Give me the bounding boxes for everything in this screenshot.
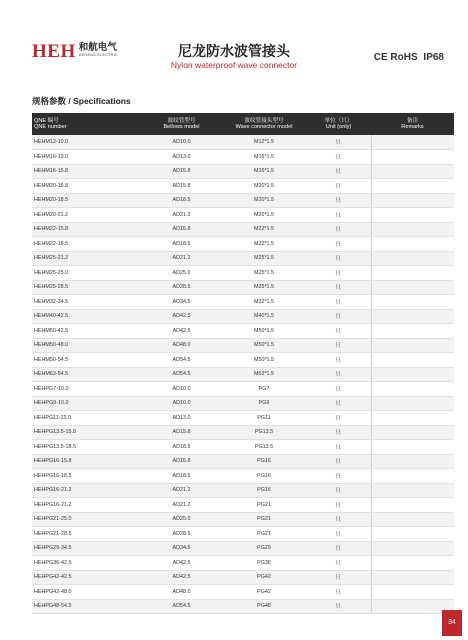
qne-number-cell: HEHPG16-18.5: [32, 469, 141, 484]
unit-cell: 只: [306, 295, 371, 310]
table-row: [32, 150, 454, 165]
unit-cell: 只: [306, 324, 371, 339]
bellows-model-cell: AD21.2: [141, 208, 222, 223]
bellows-model-cell: AD21.2: [141, 483, 222, 498]
unit-cell: 只: [306, 396, 371, 411]
table-row: [32, 222, 454, 237]
table-row: [32, 193, 454, 208]
certifications: [374, 52, 444, 63]
unit-cell: 只: [306, 150, 371, 165]
unit-cell: 只: [306, 425, 371, 440]
ip-rating: IP68: [423, 52, 444, 63]
unit-cell: 只: [306, 599, 371, 614]
ce-rohs-mark: CE RoHS: [373, 52, 418, 63]
bellows-model-cell: AD28.5: [141, 527, 222, 542]
bellows-model-cell: AD48.0: [141, 585, 222, 600]
connector-model-cell: M40*1.5: [222, 309, 306, 324]
remarks-cell: [371, 541, 454, 556]
section-title: 规格参数 / Specifications: [32, 96, 131, 106]
connector-model-cell: PG16: [222, 454, 306, 469]
remarks-cell: [371, 570, 454, 585]
column-header-cn: 波纹管型号: [167, 117, 196, 124]
unit-cell: 只: [306, 309, 371, 324]
column-header: [141, 113, 222, 135]
table-body: [32, 135, 454, 614]
qne-number-cell: HEHPG42-42.5: [32, 570, 141, 585]
table-row: [32, 454, 454, 469]
unit-cell: 只: [306, 440, 371, 455]
unit-cell: 只: [306, 208, 371, 223]
table-row: [32, 425, 454, 440]
table-row: [32, 353, 454, 368]
column-header-cn: 单位（只）: [324, 117, 353, 124]
bellows-model-cell: AD10.0: [141, 135, 222, 150]
connector-model-cell: PG42: [222, 570, 306, 585]
unit-cell: 只: [306, 382, 371, 397]
unit-cell: 只: [306, 498, 371, 513]
qne-number-cell: HEHPG11-13.0: [32, 411, 141, 426]
qne-number-cell: HEHM25-21.2: [32, 251, 141, 266]
connector-model-cell: M20*1.5: [222, 193, 306, 208]
remarks-cell: [371, 222, 454, 237]
bellows-model-cell: AD10.0: [141, 382, 222, 397]
bellows-model-cell: AD34.5: [141, 541, 222, 556]
column-header-cn: QNE 编号: [34, 117, 59, 124]
unit-cell: 只: [306, 164, 371, 179]
table-row: [32, 280, 454, 295]
unit-cell: 只: [306, 570, 371, 585]
qne-number-cell: HEHM40-42.5: [32, 309, 141, 324]
remarks-cell: [371, 295, 454, 310]
connector-model-cell: PG11: [222, 411, 306, 426]
qne-number-cell: HEHM50-54.5: [32, 353, 141, 368]
connector-model-cell: M50*1.5: [222, 353, 306, 368]
bellows-model-cell: AD28.5: [141, 280, 222, 295]
connector-model-cell: M22*1.5: [222, 237, 306, 252]
product-title-en: Nylon waterproof wave connector: [170, 60, 298, 70]
remarks-cell: [371, 135, 454, 150]
unit-cell: 只: [306, 280, 371, 295]
qne-number-cell: HEHM20-15.8: [32, 179, 141, 194]
connector-model-cell: M22*1.5: [222, 222, 306, 237]
unit-cell: 只: [306, 135, 371, 150]
remarks-cell: [371, 150, 454, 165]
qne-number-cell: HEHPG7-10.0: [32, 382, 141, 397]
connector-model-cell: M63*1.5: [222, 367, 306, 382]
connector-model-cell: PG16: [222, 469, 306, 484]
table-row: [32, 208, 454, 223]
connector-model-cell: PG21: [222, 512, 306, 527]
table-row: [32, 237, 454, 252]
remarks-cell: [371, 512, 454, 527]
unit-cell: 只: [306, 367, 371, 382]
table-row: [32, 570, 454, 585]
qne-number-cell: HEHPG21-28.5: [32, 527, 141, 542]
remarks-cell: [371, 193, 454, 208]
bellows-model-cell: AD13.0: [141, 411, 222, 426]
bellows-model-cell: AD42.5: [141, 570, 222, 585]
bellows-model-cell: AD18.5: [141, 440, 222, 455]
table-row: [32, 541, 454, 556]
unit-cell: 只: [306, 179, 371, 194]
bellows-model-cell: AD15.8: [141, 425, 222, 440]
table-row: [32, 367, 454, 382]
bellows-model-cell: AD42.5: [141, 556, 222, 571]
remarks-cell: [371, 251, 454, 266]
table-row: [32, 512, 454, 527]
bellows-model-cell: AD42.5: [141, 309, 222, 324]
table-row: [32, 251, 454, 266]
table-row: [32, 469, 454, 484]
connector-model-cell: M32*1.5: [222, 295, 306, 310]
unit-cell: 只: [306, 483, 371, 498]
connector-model-cell: PG13.5: [222, 425, 306, 440]
product-title: [110, 43, 358, 71]
column-header: [306, 113, 371, 135]
unit-cell: 只: [306, 527, 371, 542]
connector-model-cell: PG9: [222, 396, 306, 411]
remarks-cell: [371, 266, 454, 281]
bellows-model-cell: AD21.2: [141, 251, 222, 266]
connector-model-cell: M16*1.5: [222, 150, 306, 165]
table-row: [32, 556, 454, 571]
qne-number-cell: HEHM16-15.8: [32, 164, 141, 179]
connector-model-cell: PG29: [222, 541, 306, 556]
remarks-cell: [371, 527, 454, 542]
remarks-cell: [371, 396, 454, 411]
bellows-model-cell: AD21.2: [141, 498, 222, 513]
table-row: [32, 411, 454, 426]
qne-number-cell: HEHM16-13.0: [32, 150, 141, 165]
qne-number-cell: HEHPG42-48.0: [32, 585, 141, 600]
table-row: [32, 599, 454, 614]
logo-mark: HEH: [32, 41, 76, 62]
unit-cell: 只: [306, 585, 371, 600]
unit-cell: 只: [306, 541, 371, 556]
column-header-en: Remarks: [401, 124, 424, 130]
connector-model-cell: PG21: [222, 498, 306, 513]
column-header: [32, 113, 141, 135]
remarks-cell: [371, 411, 454, 426]
remarks-cell: [371, 483, 454, 498]
table-row: [32, 164, 454, 179]
bellows-model-cell: AD54.5: [141, 599, 222, 614]
remarks-cell: [371, 309, 454, 324]
connector-model-cell: PG7: [222, 382, 306, 397]
table-row: [32, 309, 454, 324]
logo-name-en: HEHANG ELECTRIC: [78, 53, 118, 57]
table-row: [32, 338, 454, 353]
table-row: [32, 179, 454, 194]
connector-model-cell: PG16: [222, 483, 306, 498]
remarks-cell: [371, 425, 454, 440]
column-header: [222, 113, 306, 135]
qne-number-cell: HEHM63-54.5: [32, 367, 141, 382]
bellows-model-cell: AD10.0: [141, 396, 222, 411]
table-row: [32, 266, 454, 281]
specifications-table: [32, 113, 454, 614]
remarks-cell: [371, 469, 454, 484]
bellows-model-cell: AD34.5: [141, 295, 222, 310]
remarks-cell: [371, 454, 454, 469]
unit-cell: 只: [306, 251, 371, 266]
table-row: [32, 382, 454, 397]
bellows-model-cell: AD15.8: [141, 164, 222, 179]
unit-cell: 只: [306, 411, 371, 426]
remarks-cell: [371, 585, 454, 600]
unit-cell: 只: [306, 512, 371, 527]
qne-number-cell: HEHM25-28.5: [32, 280, 141, 295]
qne-number-cell: HEHM50-48.0: [32, 338, 141, 353]
table-row: [32, 527, 454, 542]
table-row: [32, 498, 454, 513]
unit-cell: 只: [306, 353, 371, 368]
table-row: [32, 440, 454, 455]
column-header-en: Bellows model: [163, 124, 200, 130]
qne-number-cell: HEHPG13.5-15.8: [32, 425, 141, 440]
unit-cell: 只: [306, 222, 371, 237]
bellows-model-cell: AD54.5: [141, 353, 222, 368]
remarks-cell: [371, 338, 454, 353]
bellows-model-cell: AD25.0: [141, 512, 222, 527]
connector-model-cell: M12*1.5: [222, 135, 306, 150]
table-row: [32, 135, 454, 150]
remarks-cell: [371, 556, 454, 571]
table-header-row: [32, 113, 454, 135]
page-number: 34: [442, 610, 462, 636]
connector-model-cell: M25*1.5: [222, 251, 306, 266]
bellows-model-cell: AD18.5: [141, 237, 222, 252]
bellows-model-cell: AD15.8: [141, 222, 222, 237]
column-header-cn: 波纹管接头型号: [244, 117, 284, 124]
qne-number-cell: HEHPG29-34.5: [32, 541, 141, 556]
product-title-cn: 尼龙防水波管接头: [178, 43, 290, 59]
company-logo: [32, 42, 118, 61]
remarks-cell: [371, 498, 454, 513]
qne-number-cell: HEHM22-18.5: [32, 237, 141, 252]
remarks-cell: [371, 280, 454, 295]
remarks-cell: [371, 353, 454, 368]
connector-model-cell: M16*1.5: [222, 164, 306, 179]
connector-model-cell: M50*1.5: [222, 324, 306, 339]
remarks-cell: [371, 382, 454, 397]
column-header-en: Unit (only): [325, 124, 352, 130]
connector-model-cell: M25*1.5: [222, 280, 306, 295]
qne-number-cell: HEHM20-18.5: [32, 193, 141, 208]
qne-number-cell: HEHM32-34.5: [32, 295, 141, 310]
unit-cell: 只: [306, 454, 371, 469]
connector-model-cell: PG42: [222, 585, 306, 600]
bellows-model-cell: AD18.5: [141, 469, 222, 484]
logo-name-cn: 和航电气: [78, 42, 117, 53]
column-header-en: Wave connector model: [235, 124, 293, 130]
table-row: [32, 585, 454, 600]
bellows-model-cell: AD42.5: [141, 324, 222, 339]
connector-model-cell: M25*1.5: [222, 266, 306, 281]
bellows-model-cell: AD48.0: [141, 338, 222, 353]
column-header-en: QNE number: [34, 124, 67, 130]
table-row: [32, 324, 454, 339]
remarks-cell: [371, 237, 454, 252]
bellows-model-cell: AD13.0: [141, 150, 222, 165]
qne-number-cell: HEHPG48-54.5: [32, 599, 141, 614]
qne-number-cell: HEHPG16-21.2: [32, 498, 141, 513]
connector-model-cell: PG21: [222, 527, 306, 542]
page-header: [0, 0, 468, 80]
unit-cell: 只: [306, 338, 371, 353]
connector-model-cell: M20*1.5: [222, 179, 306, 194]
qne-number-cell: HEHM22-15.8: [32, 222, 141, 237]
qne-number-cell: HEHPG16-15.8: [32, 454, 141, 469]
unit-cell: 只: [306, 193, 371, 208]
unit-cell: 只: [306, 556, 371, 571]
bellows-model-cell: AD15.8: [141, 179, 222, 194]
connector-model-cell: PG48: [222, 599, 306, 614]
connector-model-cell: PG13.5: [222, 440, 306, 455]
table-row: [32, 295, 454, 310]
qne-number-cell: HEHM12-10.0: [32, 135, 141, 150]
table-row: [32, 396, 454, 411]
qne-number-cell: HEHM20-21.2: [32, 208, 141, 223]
qne-number-cell: HEHPG13.5-18.5: [32, 440, 141, 455]
connector-model-cell: PG36: [222, 556, 306, 571]
table-row: [32, 483, 454, 498]
remarks-cell: [371, 440, 454, 455]
remarks-cell: [371, 208, 454, 223]
remarks-cell: [371, 179, 454, 194]
qne-number-cell: HEHM50-42.5: [32, 324, 141, 339]
remarks-cell: [371, 367, 454, 382]
bellows-model-cell: AD15.8: [141, 454, 222, 469]
column-header: [371, 113, 454, 135]
bellows-model-cell: AD54.5: [141, 367, 222, 382]
remarks-cell: [371, 324, 454, 339]
remarks-cell: [371, 164, 454, 179]
connector-model-cell: M50*1.5: [222, 338, 306, 353]
qne-number-cell: HEHPG21-25.0: [32, 512, 141, 527]
unit-cell: 只: [306, 266, 371, 281]
column-header-cn: 备注: [406, 117, 419, 124]
qne-number-cell: HEHPG16-21.2: [32, 483, 141, 498]
qne-number-cell: HEHPG36-42.5: [32, 556, 141, 571]
unit-cell: 只: [306, 237, 371, 252]
qne-number-cell: HEHM25-25.0: [32, 266, 141, 281]
unit-cell: 只: [306, 469, 371, 484]
connector-model-cell: M20*1.5: [222, 208, 306, 223]
bellows-model-cell: AD25.0: [141, 266, 222, 281]
qne-number-cell: HEHPG9-10.0: [32, 396, 141, 411]
bellows-model-cell: AD18.5: [141, 193, 222, 208]
